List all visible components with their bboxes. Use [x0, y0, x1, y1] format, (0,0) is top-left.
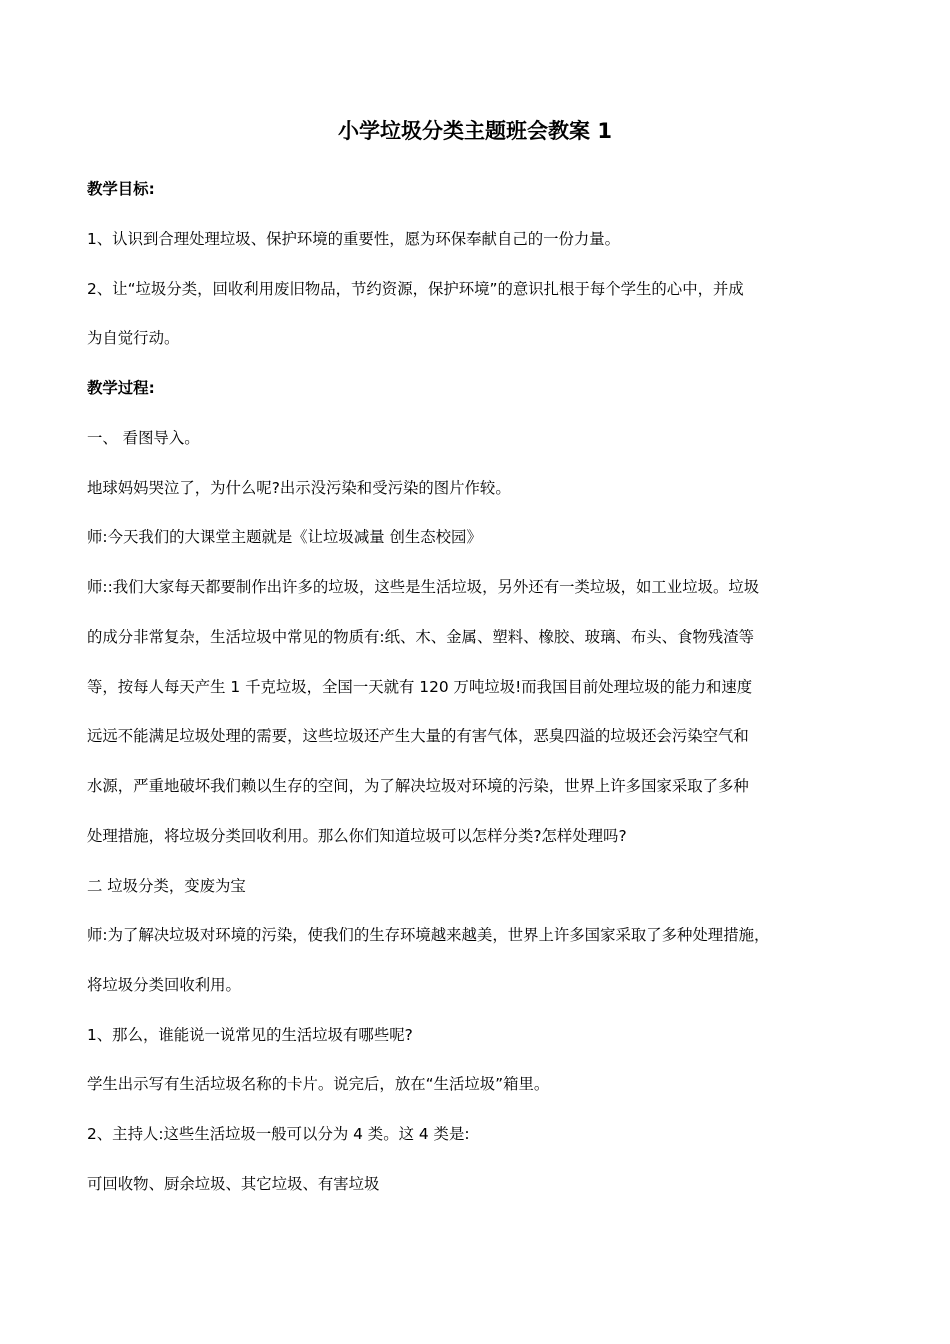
paragraph-line: 师::我们大家每天都要制作出许多的垃圾，这些是生活垃圾，另外还有一类垃圾，如工业垃圾。垃圾: [87, 578, 760, 596]
paragraph-line: 为自觉行动。: [87, 329, 180, 347]
paragraph-line: 学生出示写有生活垃圾名称的卡片。说完后，放在“生活垃圾”箱里。: [87, 1075, 550, 1093]
paragraph-line: 师:为了解决垃圾对环境的污染，使我们的生存环境越来越美，世界上许多国家采取了多种处理措施，: [87, 926, 770, 944]
paragraph-line: 的成分非常复杂，生活垃圾中常见的物质有:纸、木、金属、塑料、橡胶、玻璃、布头、食物残渣等: [87, 628, 754, 646]
paragraph-line: 远远不能满足垃圾处理的需要，这些垃圾还产生大量的有害气体，恶臭四溢的垃圾还会污染空气和: [87, 727, 749, 745]
paragraph-line: 2、让“垃圾分类，回收利用废旧物品，节约资源，保护环境”的意识扎根于每个学生的心中，并成: [87, 280, 744, 298]
paragraph-line: 将垃圾分类回收利用。: [87, 976, 241, 994]
paragraph-line: 1、认识到合理处理垃圾、保护环境的重要性，愿为环保奉献自己的一份力量。: [87, 230, 621, 248]
paragraph-line: 处理措施，将垃圾分类回收利用。那么你们知道垃圾可以怎样分类?怎样处理吗?: [87, 827, 627, 845]
section-heading: 二 垃圾分类，变废为宝: [87, 877, 246, 895]
paragraph-line: 2、主持人:这些生活垃圾一般可以分为 4 类。这 4 类是:: [87, 1125, 470, 1143]
paragraph-line: 师:今天我们的大课堂主题就是《让垃圾减量 创生态校园》: [87, 528, 482, 546]
paragraph-line: 地球妈妈哭泣了，为什么呢?出示没污染和受污染的图片作较。: [87, 479, 511, 497]
heading-teaching-process: 教学过程:: [87, 379, 155, 397]
section-heading: 一、 看图导入。: [87, 429, 200, 447]
paragraph-line: 水源，严重地破坏我们赖以生存的空间，为了解决垃圾对环境的污染，世界上许多国家采取了多种: [87, 777, 749, 795]
paragraph-line: 1、那么，谁能说一说常见的生活垃圾有哪些呢?: [87, 1026, 413, 1044]
heading-teaching-goals: 教学目标:: [87, 180, 155, 198]
paragraph-line: 可回收物、厨余垃圾、其它垃圾、有害垃圾: [87, 1175, 380, 1193]
document-title: 小学垃圾分类主题班会教案 1: [338, 119, 612, 143]
paragraph-line: 等，按每人每天产生 1 千克垃圾，全国一天就有 120 万吨垃圾!而我国目前处理垃圾的能力和速度: [87, 678, 753, 696]
